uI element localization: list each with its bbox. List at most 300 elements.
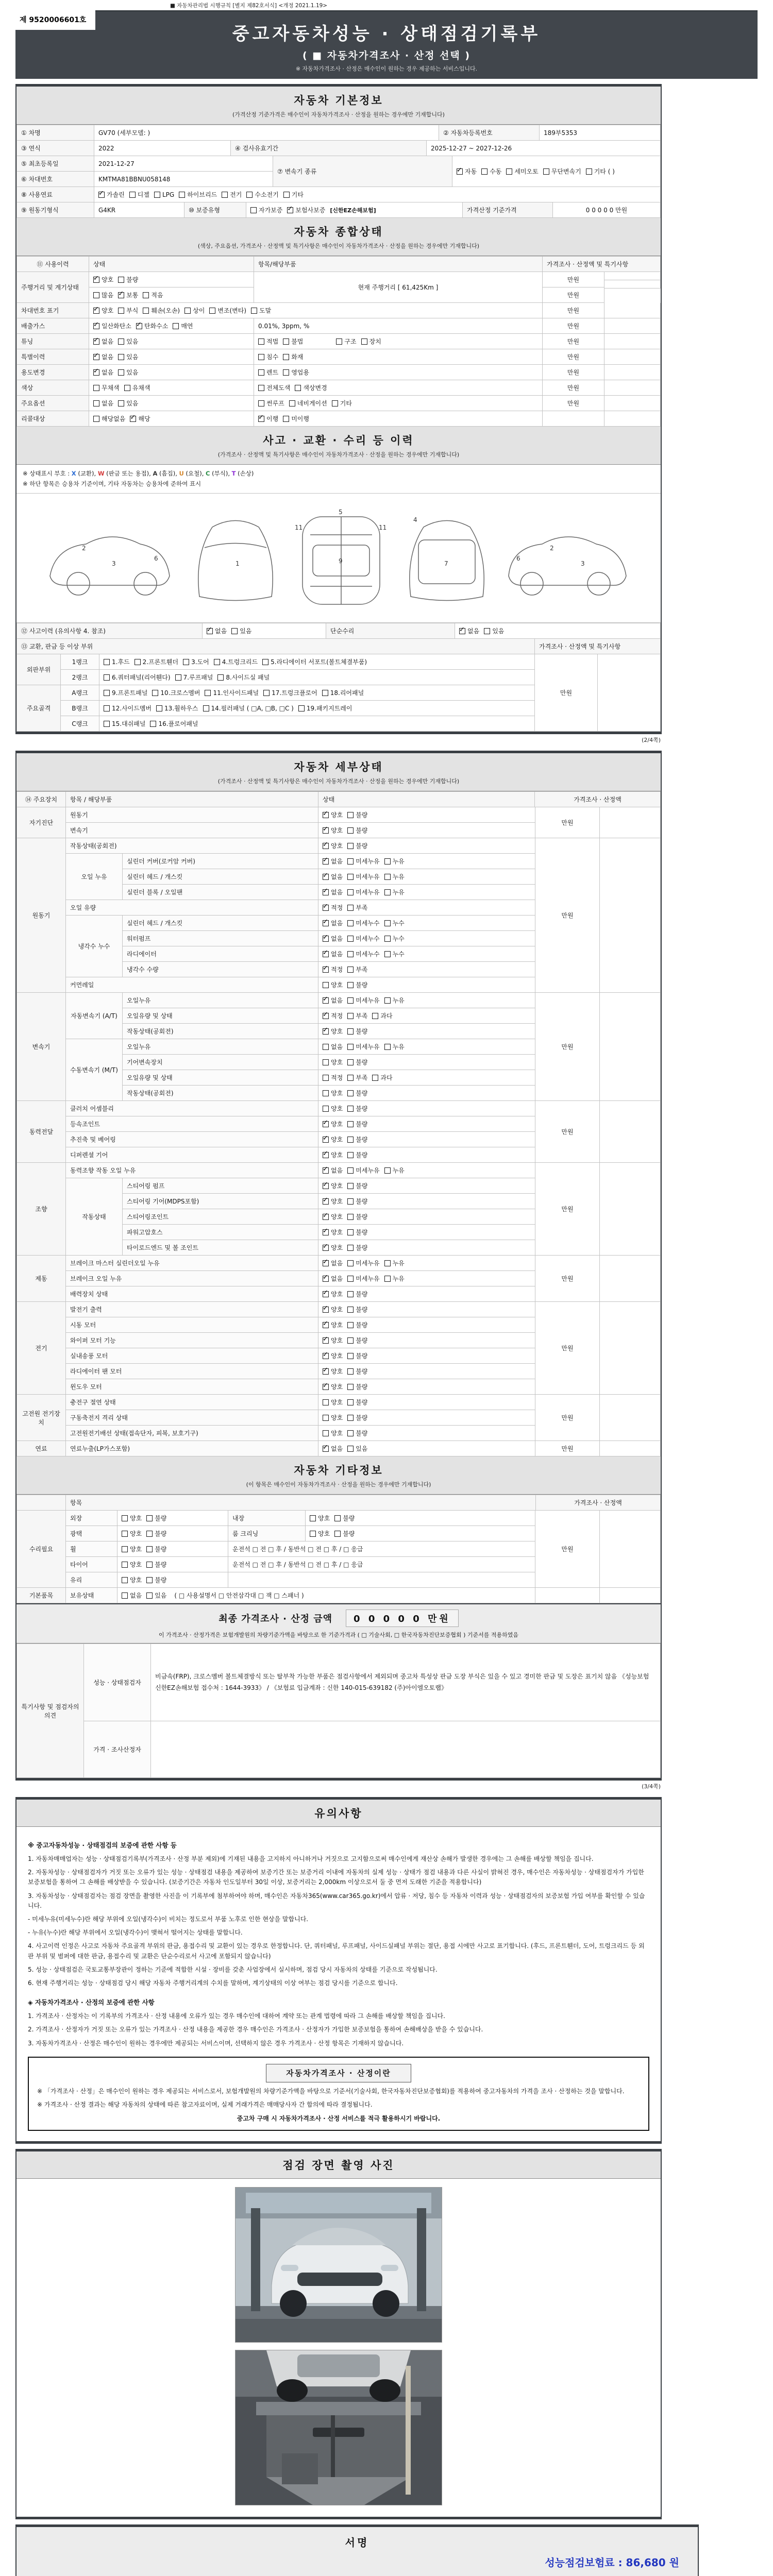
checkbox-unchecked: 네비게이션 [289,399,327,408]
checkbox-checked: ✓ 보통 [118,291,138,299]
checkbox-unchecked: 양호 [122,1575,142,1584]
checkbox-unchecked: 전기 [222,190,242,199]
item-label: 실내송풍 모터 [66,1348,318,1364]
state-options [89,411,254,427]
car-name-label: ① 차명 [17,125,94,141]
note-cell [604,349,661,365]
state-options [117,1526,228,1541]
state-options [318,931,535,946]
item-group-label: 자동변속기 (A/T) [66,993,123,1039]
checkbox-unchecked: 불량 [347,1367,367,1376]
item-label: 오일누유 [123,1039,318,1055]
usage-history-label: 차대번호 표기 [17,303,89,318]
rank-label: 1랭크 [61,654,99,670]
usage-history-label: 리콜대상 [17,411,89,427]
checkbox-checked: ✓ 적정 [323,965,343,974]
checkbox-unchecked: 있음 [231,626,251,635]
checkbox-checked: ✓ 양호 [323,1197,343,1206]
remarks-title: 특기사항 및 점검자의 의견 [17,1644,84,1778]
engine-model-label: ⑨ 원동기형식 [17,202,94,218]
registration-number-value: 189부5353 [540,125,661,141]
state-options [89,303,543,318]
repair-sub-label: 유리 [66,1572,117,1588]
state-mark-legend: ※ 상태표시 부호 : X (교환), W (판금 또는 용접), A (흠집), U (요철), C (부식), T (손상) ※ 하단 항목은 승용차 기준이며, 기타 자동차는 승용차에 준하여 표시 [16,465,661,494]
checkbox-unchecked: 미세누수 [347,950,379,958]
model-year-label: ③ 연식 [17,141,94,156]
registration-number-label: ② 자동차등록번호 [439,125,540,141]
checkbox-unchecked: 있음 [118,368,138,377]
note-cell [604,396,661,411]
state-options [117,1572,228,1588]
checkbox-unchecked: 디젤 [129,190,149,199]
checkbox-unchecked: 기타 [332,399,352,408]
checkbox-unchecked: 색상변경 [295,383,327,392]
state-options [318,1163,535,1178]
checkbox-unchecked: 18.리어패널 [322,688,364,697]
checkbox-checked: ✓ 양호 [323,1027,343,1036]
notice-item: - 미세누유(미세누수)란 해당 부위에 오일(냉각수)이 비치는 정도로서 부품 노후로 인한 현상을 말합니다. [28,1916,309,1923]
column-header: 가격조사 · 산정액 및 특기사항 [543,257,661,272]
checkbox-unchecked: 전체도색 [258,383,290,392]
item-label: 오일유량 및 상태 [123,1008,318,1024]
appraiser-remarks [151,1721,661,1778]
photo-section-title: 점검 장면 촬영 사진 [282,2159,395,2172]
checkbox-unchecked: 불량 [347,1120,367,1128]
svg-text:3: 3 [112,560,116,568]
final-price-label: 최종 가격조사 · 산정 금액 [219,1614,333,1625]
vin-label: ⑥ 차대번호 [17,172,94,187]
state-options [318,1116,535,1132]
checkbox-unchecked: 13.휠하우스 [156,704,198,713]
checkbox-unchecked: 양호 [122,1529,142,1538]
inspection-photo-front [235,2187,442,2343]
item-label: 디퍼렌셜 기어 [66,1147,318,1163]
checkbox-checked: ✓ 없음 [459,626,479,635]
notice-item: 4. 사고이력 인정은 사고로 자동차 주요골격 부위의 판금, 용접수리 및 교환이 있는 경우로 한정합니다. 단, 쿼터패널, 루프패널, 사이드실패널 부위는 절단, 용접 시에만 사고로 표기합니다. (후드, 프론트휀더, 도어, 트렁크리드 등 외판 부위 및 범퍼에 대한 판금, 용접수리 및 교환은 단순수리로서 사고에 포함되지 않습니다) [28,1942,645,1960]
note-cell [604,280,661,289]
checkbox-unchecked: 무채색 [93,383,120,392]
price-cell: 만원 [535,807,600,838]
item-label: 오일누유 [123,993,318,1008]
page-subnote: ※ 자동차가격조사 · 산정은 매수인이 원하는 경우 제공하는 서비스입니다. [295,65,478,72]
state-options [318,977,535,993]
state-options [318,1039,535,1055]
state-options [318,1348,535,1364]
price-cell: 만원 [543,380,604,396]
checkbox-unchecked: 수동 [481,167,501,176]
device-label: 자기진단 [17,807,66,838]
checkbox-checked: ✓ 없음 [323,872,343,881]
checkbox-unchecked: 14.필러패널 ( □A, □B, □C ) [203,704,294,713]
svg-text:11: 11 [295,524,303,532]
checkbox-unchecked: 불량 [347,1351,367,1360]
checkbox-checked: ✓ 없음 [93,337,113,346]
note-cell [604,411,661,427]
checkbox-unchecked: 2.프론트휀더 [135,657,178,666]
item-options: 0.01%, 3ppm, % [254,318,543,334]
price-column-header: 가격조사 · 산정액 및 특기사항 [535,639,661,654]
checkbox-checked: ✓ 적정 [323,903,343,912]
item-label: 타이로드엔드 및 볼 조인트 [123,1240,318,1256]
checkbox-unchecked: 화재 [283,352,303,361]
note-cell [604,334,661,349]
checkbox-unchecked: 9.프론트패널 [104,688,147,697]
checkbox-unchecked: 누수 [384,950,405,958]
price-cell [535,1588,600,1603]
item-label: 배력장치 상태 [66,1286,318,1302]
column-header: 가격조사 · 산정액 [536,1495,661,1511]
checkbox-checked: ✓ 없음 [323,919,343,927]
state-options [318,869,535,885]
checkbox-unchecked: 불량 [146,1560,166,1569]
column-header: 가격조사 · 산정액 [535,792,661,807]
svg-text:5: 5 [339,509,343,516]
info-box-line: ※ 「가격조사 · 산정」은 매수인이 원하는 경우 제공되는 서비스로서, 보험개발원의 차량기준가액을 바탕으로 기준서(기술사회, 한국자동차진단보증협회)를 적용하여 중고자동차의 가격을 조사 · 산정하는 것을 말합니다. [37,2087,625,2095]
checkbox-checked: ✓ 양호 [323,1336,343,1345]
checkbox-unchecked: 렌트 [258,368,278,377]
first-registration-value: 2021-12-27 [94,156,273,172]
checkbox-unchecked: 불량 [334,1514,355,1522]
item-label: 와이퍼 모터 기능 [66,1333,318,1348]
state-options [318,1441,535,1456]
svg-text:9: 9 [339,557,343,565]
checkbox-unchecked: 수소전기 [246,190,278,199]
note-cell [600,807,661,838]
tire-position-options: 운전석 □ 전 □ 후 / 동반석 □ 전 □ 후 / □ 응급 [228,1541,535,1557]
checkbox-unchecked: 유채색 [124,383,150,392]
state-options [117,1511,228,1526]
item-options [254,334,543,349]
state-options [318,1317,535,1333]
checkbox-unchecked: 구조 [336,337,356,346]
notice-item: 2. 자동차성능 · 상태점검자가 거짓 또는 오류가 있는 성능 · 상태점검 내용을 제공하여 보증기간 또는 보증거리 이내에 자동차의 실제 성능 · 상태가 점검 내용과 다른 사실이 밝혀진 경우, 매수인은 자동차성능 · 상태점검자가 가입한 보증보험을 통하여 그 손해를 배상받을 수 있습니다. (보증기간은 자동차 인도일부터 30일 이상, 보증거리는 2,000km 이상으로서 둘 중 먼저 도래한 기준을 적용합니다) [28,1869,644,1886]
checkbox-checked: ✓ 양호 [323,810,343,819]
item-label: 연료누출(LP가스포함) [66,1441,318,1456]
checkbox-checked: ✓ 없음 [207,626,227,635]
checkbox-unchecked: 적정 [323,1073,343,1082]
checkbox-unchecked: 미세누수 [347,919,379,927]
checkbox-unchecked: 불량 [334,1529,355,1538]
checkbox-unchecked: 불량 [347,1228,367,1236]
fuel-type-options [94,187,661,202]
appraiser-label: 가격 · 조사산정자 [84,1721,151,1778]
state-options [318,1147,535,1163]
device-label: 원동기 [17,838,66,993]
price-cell: 만원 [535,1101,600,1163]
model-year-value: 2022 [94,141,231,156]
state-options [318,807,535,823]
item-label: 작동상태(공회전) [123,1024,318,1039]
checkbox-unchecked: 불량 [347,1197,367,1206]
state-options [89,318,254,334]
item-group-label: 냉각수 누수 [66,916,123,977]
checkbox-unchecked: 양호 [323,1089,343,1097]
state-options [318,838,535,854]
usage-history-label: 용도변경 [17,365,89,380]
checkbox-unchecked: 7.루프패널 [175,673,213,682]
note-cell [604,303,661,318]
info-box-title: 자동차가격조사 · 산정이란 [266,2064,411,2082]
usage-history-label: 주요옵션 [17,396,89,411]
item-label: 라디에이터 팬 모터 [66,1364,318,1379]
panel-options [99,670,535,685]
state-options [318,1178,535,1194]
state-options [89,287,254,303]
item-label: 등속조인트 [66,1116,318,1132]
item-label: 오일 유량 [66,900,318,916]
checkbox-unchecked: 15.대쉬패널 [104,719,145,728]
item-options [254,365,543,380]
state-options [318,1364,535,1379]
repair-sub-label: 타이어 [66,1557,117,1572]
rank-label: 2랭크 [61,670,99,685]
checkbox-checked: ✓ 없음 [323,950,343,958]
column-header: ⑪ 사용이력 [17,257,89,272]
checkbox-checked: ✓ 양호 [323,1367,343,1376]
checkbox-unchecked: 누유 [384,1259,405,1267]
exchange-panel-label: ⑬ 교환, 판금 등 이상 부위 [17,639,535,654]
checkbox-unchecked: 불량 [347,1429,367,1437]
info-box-bold-line: 중고차 구매 시 자동차가격조사 · 산정 서비스를 적극 활용하시기 바랍니다. [237,2115,441,2123]
state-options [89,272,254,287]
state-options [306,1511,535,1526]
checkbox-unchecked: 누유 [384,1166,405,1175]
tire-position-options: 운전석 □ 전 □ 후 / 동반석 □ 전 □ 후 / □ 응급 [228,1557,535,1572]
checkbox-unchecked: 불량 [347,1398,367,1406]
state-options [318,1101,535,1116]
checkbox-checked: ✓ 자동 [457,167,477,176]
checkbox-unchecked: 불량 [347,1104,367,1113]
checkbox-unchecked: 적음 [143,291,163,299]
item-label: 기어변속장치 [123,1055,318,1070]
checkbox-checked: ✓ 양호 [93,306,113,315]
checkbox-unchecked: LPG [154,191,174,198]
checkbox-checked: ✓ 없음 [323,1259,343,1267]
checkbox-unchecked: 1.후드 [104,657,130,666]
state-options [318,993,535,1008]
item-label: 발전기 출력 [66,1302,318,1317]
panel-category-label: 주요골격 [17,685,61,732]
checkbox-checked: ✓ 양호 [323,1135,343,1144]
item-label: 워터펌프 [123,931,318,946]
final-price-note: 이 가격조사 · 산정가격은 보험개발원의 차량기준가액을 바탕으로 한 기준가격과 ( □ 기술사회, □ 한국자동차진단보증협회 ) 기준서를 적용하였음 [159,1632,518,1639]
notice-body [16,1827,661,2141]
note-cell [600,1511,661,1588]
checkbox-unchecked: 미세누유 [347,872,379,881]
checkbox-checked: ✓ 양호 [323,1305,343,1314]
device-label: 조향 [17,1163,66,1256]
state-options [318,1008,535,1024]
checkbox-unchecked: 미이행 [283,414,309,423]
transmission-type-options [452,156,661,187]
checkbox-unchecked: 양호 [323,1429,343,1437]
state-options [306,1526,535,1541]
usage-history-label: 특별이력 [17,349,89,365]
state-options [318,916,535,931]
checkbox-unchecked: 불량 [347,1413,367,1422]
note-cell [600,1163,661,1256]
checkbox-checked: ✓ 양호 [323,1212,343,1221]
state-options [89,396,254,411]
checkbox-unchecked: 누유 [384,888,405,896]
device-label: 전기 [17,1302,66,1395]
info-box-line: ※ 가격조사 · 산정 결과는 해당 자동차의 상태에 따른 참고자료이며, 실제 거래가격은 매매당사자 간 합의에 따라 결정됩니다. [37,2100,373,2108]
state-options [318,1209,535,1225]
checkbox-unchecked: 미세누유 [347,1166,379,1175]
repair-sub-label: 외장 [66,1511,117,1526]
item-label: 스티어링 펌프 [123,1178,318,1194]
checkbox-unchecked: 11.인사이드패널 [205,688,259,697]
checkbox-checked: ✓ 양호 [323,1243,343,1252]
checkbox-unchecked: 상이 [184,306,205,315]
checkbox-unchecked: 누수 [384,934,405,943]
checkbox-unchecked: 누유 [384,857,405,866]
notice-item: 3. 자동차가격조사 · 산정은 매수인이 원하는 경우에만 제공되는 서비스이며, 선택하지 않은 경우 가격조사 · 산정 항목은 기재하지 않습니다. [28,2039,404,2047]
checkbox-unchecked: 불량 [347,1181,367,1190]
rank-label: A랭크 [61,685,99,701]
empty-cell [228,1572,535,1588]
note-cell [604,365,661,380]
page-1-block [15,84,662,734]
state-options [117,1541,228,1557]
inspector-label: 성능 · 상태점검자 [84,1644,151,1721]
checkbox-unchecked: 불량 [347,1212,367,1221]
first-registration-label: ⑤ 최초등록일 [17,156,94,172]
checkbox-unchecked: 불량 [146,1545,166,1553]
basic-items-label: 기본품목 [17,1588,66,1603]
checkbox-unchecked: 미세누유 [347,1259,379,1267]
checkbox-unchecked: 침수 [258,352,278,361]
usage-history-label: 배출가스 [17,318,89,334]
note-cell [600,1256,661,1302]
column-header: 항목/해당부품 [254,257,543,272]
repair-needed-label: 수리필요 [17,1511,66,1588]
note-cell [600,1395,661,1441]
notice-item: - 누유(누수)란 해당 부위에서 오일(냉각수)이 맺혀서 떨어지는 상태를 말합니다. [28,1929,243,1937]
checkbox-unchecked: 해당없음 [93,414,125,423]
notice-item: 6. 현재 주행거리는 성능 · 상태점검 당시 해당 자동차 주행거리계의 수치를 말하며, 계기상태의 이상 여부는 점검 당시를 기준으로 합니다. [28,1979,398,1987]
document [15,0,758,2576]
checkbox-checked: ✓ 양호 [323,841,343,850]
checkbox-unchecked: 부족 [347,1011,367,1020]
car-damage-diagram [16,494,661,623]
checkbox-unchecked: 양호 [323,1398,343,1406]
notice-block [15,1797,662,2144]
etc-info-table [16,1495,661,1603]
item-label: 실린더 헤드 / 개스킷 [123,869,318,885]
checkbox-checked: ✓ 양호 [323,1120,343,1128]
state-options [117,1557,228,1572]
price-cell: 만원 [535,1256,600,1302]
checkbox-unchecked: 하이브리드 [179,190,217,199]
price-cell: 만원 [543,349,604,365]
price-cell: 만원 [535,1441,600,1456]
price-cell: 만원 [535,1302,600,1395]
item-label: 추진축 및 베어링 [66,1132,318,1147]
page-marker-2: (2/4쪽) [642,737,661,744]
checkbox-unchecked: 미세누유 [347,1042,379,1051]
item-group-label: 수동변속기 (M/T) [66,1039,123,1101]
item-label: 구동축전지 격리 상태 [66,1410,318,1426]
column-header [17,1495,66,1511]
checkbox-checked: ✓ 양호 [323,1351,343,1360]
price-cell: 만원 [543,318,604,334]
notice-item: 5. 성능 · 상태점검은 국토교통부장관이 정하는 기준에 적합한 시설 · 장비를 갖춘 사업장에서 실시하며, 점검 당시 자동차의 상태를 기준으로 작성됩니다. [28,1965,438,1973]
final-price-band [16,1603,661,1643]
checkbox-unchecked: 불량 [118,275,138,284]
checkbox-unchecked: 4.트렁크리드 [214,657,258,666]
checkbox-checked: ✓ 탄화수소 [136,321,168,330]
checkbox-checked: ✓ 해당 [130,414,150,423]
checkbox-unchecked: 변조(변타) [209,306,246,315]
notice-section1-title: ※ 중고자동차성능 · 상태점검의 보증에 관한 사항 등 [28,1841,177,1850]
item-label: 충전구 절연 상태 [66,1395,318,1410]
item-options [254,411,543,427]
checkbox-unchecked: 불량 [347,1135,367,1144]
checkbox-unchecked: 불량 [347,1027,367,1036]
checkbox-unchecked: 기타 ( ) [586,167,615,176]
checkbox-unchecked: 양호 [323,1104,343,1113]
checkbox-unchecked: 부족 [347,965,367,974]
column-header: 항목 / 해당부품 [66,792,318,807]
note-cell [604,272,661,280]
checkbox-unchecked: 무단변속기 [543,167,581,176]
form-reference-line: ■ 자동차관리법 시행규칙 [별지 제82호서식] <개정 2021.1.19> [170,3,328,9]
price-cell: 만원 [535,654,598,732]
checkbox-unchecked: 미세누유 [347,857,379,866]
detail-state-table [16,791,661,1456]
price-cell [543,411,604,427]
panel-category-label: 외판부위 [17,654,61,685]
state-options [318,1286,535,1302]
title-band [15,10,758,79]
checkbox-unchecked: 3.도어 [183,657,209,666]
item-label: 스티어링조인트 [123,1209,318,1225]
car-name-value: GV70 (세부모델: ) [94,125,439,141]
accident-history-table [16,623,661,732]
checkbox-checked: ✓ 없음 [323,1444,343,1453]
checkbox-unchecked: 불량 [347,841,367,850]
state-options [89,380,254,396]
signature-title: 서명 [345,2536,369,2549]
checkbox-unchecked: 도말 [251,306,271,315]
checkbox-unchecked: 누유 [384,1042,405,1051]
checkbox-checked: ✓ 없음 [93,352,113,361]
checkbox-unchecked: 훼손(오손) [143,306,180,315]
basic-info-header: 자동차 기본정보 (가격산정 기준가격은 매수인이 자동차가격조사 · 산정을 원하는 경우에만 기재합니다) [16,87,661,125]
inspection-photo-rear [235,2350,442,2505]
price-cell: 만원 [543,334,604,349]
state-options [318,1194,535,1209]
transmission-type-label: ⑦ 변속기 종류 [273,156,452,187]
checkbox-checked: ✓ 일산화탄소 [93,321,131,330]
state-options [318,1240,535,1256]
item-label: 냉각수 수량 [123,962,318,977]
checkbox-unchecked: 있음 [347,1444,367,1453]
price-appraisal-info-box [28,2057,649,2131]
state-options [318,823,535,838]
checkbox-unchecked: 세미오토 [506,167,538,176]
base-price-label: 가격산정 기준가격 [463,202,553,218]
document-number: 제 9520006601호 [15,10,95,30]
item-label: 변속기 [66,823,318,838]
checkbox-checked: ✓ 양호 [323,1150,343,1159]
price-cell: 만원 [535,838,600,993]
checkbox-checked: ✓ 없음 [323,996,343,1005]
checkbox-checked: ✓ 양호 [323,1228,343,1236]
item-label: 클러치 어셈블리 [66,1101,318,1116]
note-cell [600,838,661,993]
